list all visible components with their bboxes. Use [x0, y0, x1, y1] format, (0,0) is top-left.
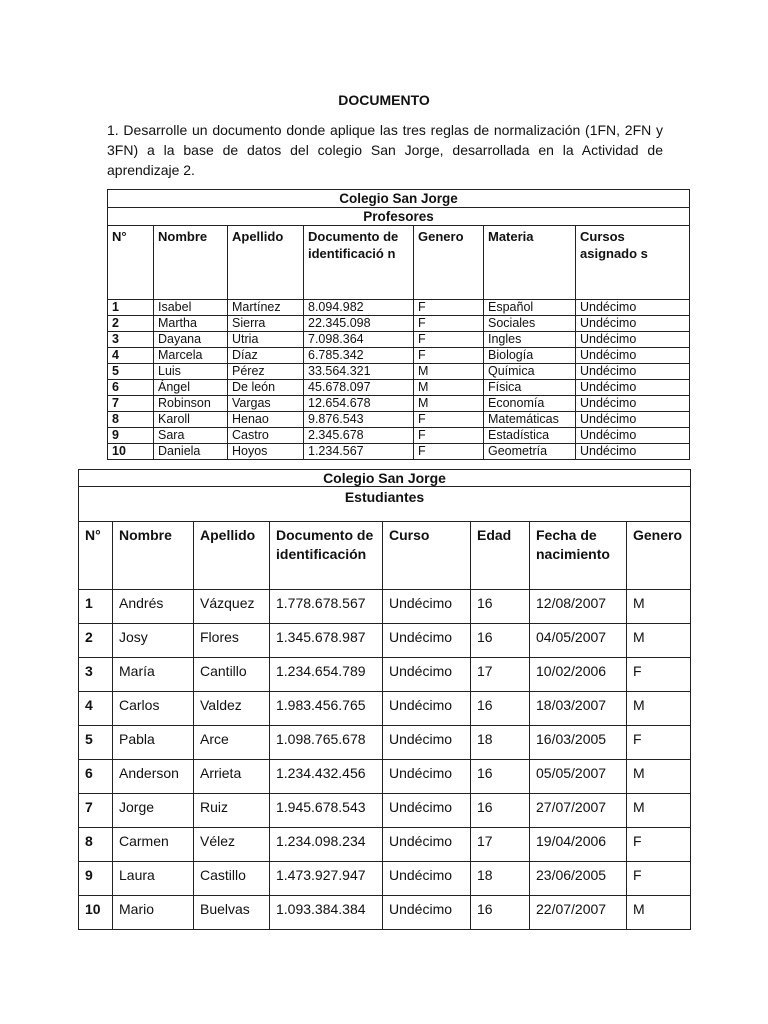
table-cell: Pabla	[113, 726, 194, 760]
table-cell: Arce	[194, 726, 270, 760]
table-cell: Español	[484, 300, 576, 316]
table-cell: Anderson	[113, 760, 194, 794]
table-cell: 1.234.654.789	[270, 658, 383, 692]
table-cell: Cantillo	[194, 658, 270, 692]
table-cell: Ángel	[154, 380, 228, 396]
table-cell: Martha	[154, 316, 228, 332]
table-cell: Undécimo	[576, 444, 690, 460]
table-cell: 27/07/2007	[530, 794, 627, 828]
table-cell: 5	[108, 364, 154, 380]
table-cell: M	[627, 760, 691, 794]
column-header: Genero	[414, 226, 484, 300]
table-cell: 1	[108, 300, 154, 316]
table-cell: 23/06/2005	[530, 862, 627, 896]
table-cell: Karoll	[154, 412, 228, 428]
table-cell: Undécimo	[576, 412, 690, 428]
table-cell: 05/05/2007	[530, 760, 627, 794]
table-cell: Undécimo	[383, 658, 471, 692]
table-cell: M	[414, 380, 484, 396]
table-row	[79, 896, 691, 930]
table-cell: Undécimo	[383, 590, 471, 624]
table-cell: Carlos	[113, 692, 194, 726]
table-cell: F	[414, 316, 484, 332]
table-row	[108, 428, 690, 444]
table-cell: Ruiz	[194, 794, 270, 828]
column-header: Nombre	[154, 226, 228, 300]
table-cell: 7.098.364	[304, 332, 414, 348]
table-cell: 16	[471, 794, 530, 828]
document-title: DOCUMENTO	[338, 92, 430, 108]
table-cell: 45.678.097	[304, 380, 414, 396]
table-cell: M	[627, 692, 691, 726]
students-table	[78, 469, 691, 930]
table-cell: Vargas	[228, 396, 304, 412]
table-cell: 1.234.567	[304, 444, 414, 460]
table-row	[108, 396, 690, 412]
table-cell: 4	[79, 692, 113, 726]
table-cell: 33.564.321	[304, 364, 414, 380]
table-cell: Pérez	[228, 364, 304, 380]
table-cell: Undécimo	[383, 692, 471, 726]
table-cell: Flores	[194, 624, 270, 658]
table-cell: 6.785.342	[304, 348, 414, 364]
table-cell: Andrés	[113, 590, 194, 624]
table-cell: 16	[471, 692, 530, 726]
table-cell: 6	[79, 760, 113, 794]
table-row	[108, 316, 690, 332]
table-cell: 7	[79, 794, 113, 828]
column-header: Fecha de nacimiento	[530, 522, 627, 590]
table-cell: 17	[471, 658, 530, 692]
table-cell: 7	[108, 396, 154, 412]
table-cell: 8.094.982	[304, 300, 414, 316]
column-header: N°	[108, 226, 154, 300]
table-cell: M	[414, 364, 484, 380]
column-header: Materia	[484, 226, 576, 300]
table-cell: 18	[471, 726, 530, 760]
table-cell: Undécimo	[383, 794, 471, 828]
table-row	[79, 658, 691, 692]
professors-school-title: Colegio San Jorge	[108, 190, 690, 208]
table-cell: Díaz	[228, 348, 304, 364]
table-cell: F	[414, 412, 484, 428]
table-cell: Matemáticas	[484, 412, 576, 428]
table-cell: Henao	[228, 412, 304, 428]
table-cell: 3	[79, 658, 113, 692]
table-cell: 04/05/2007	[530, 624, 627, 658]
column-header: Cursos asignado s	[576, 226, 690, 300]
table-cell: 1.098.765.678	[270, 726, 383, 760]
column-header: Documento de identificació n	[304, 226, 414, 300]
table-cell: Undécimo	[576, 300, 690, 316]
table-cell: 2.345.678	[304, 428, 414, 444]
table-row	[108, 300, 690, 316]
table-cell: 16	[471, 590, 530, 624]
table-cell: F	[627, 726, 691, 760]
table-row	[108, 332, 690, 348]
table-cell: Sierra	[228, 316, 304, 332]
table-cell: 16/03/2005	[530, 726, 627, 760]
table-cell: María	[113, 658, 194, 692]
table-cell: 8	[79, 828, 113, 862]
table-cell: Isabel	[154, 300, 228, 316]
table-cell: Vázquez	[194, 590, 270, 624]
table-cell: Daniela	[154, 444, 228, 460]
table-row	[79, 624, 691, 658]
table-cell: Castillo	[194, 862, 270, 896]
table-cell: Undécimo	[576, 332, 690, 348]
table-row	[108, 364, 690, 380]
table-cell: 2	[108, 316, 154, 332]
table-cell: M	[627, 896, 691, 930]
table-row	[108, 348, 690, 364]
table-cell: M	[627, 624, 691, 658]
table-cell: Undécimo	[576, 396, 690, 412]
students-caption: Estudiantes	[79, 487, 691, 522]
table-cell: Josy	[113, 624, 194, 658]
table-cell: Sociales	[484, 316, 576, 332]
table-cell: M	[414, 396, 484, 412]
table-cell: Mario	[113, 896, 194, 930]
table-cell: 1.983.456.765	[270, 692, 383, 726]
professors-table	[107, 189, 690, 460]
table-cell: 16	[471, 624, 530, 658]
table-cell: Martínez	[228, 300, 304, 316]
table-cell: 2	[79, 624, 113, 658]
table-cell: Marcela	[154, 348, 228, 364]
table-cell: F	[414, 348, 484, 364]
table-cell: 1	[79, 590, 113, 624]
table-cell: Undécimo	[576, 428, 690, 444]
table-cell: Buelvas	[194, 896, 270, 930]
table-row	[79, 590, 691, 624]
column-header: Edad	[471, 522, 530, 590]
table-row	[79, 726, 691, 760]
table-cell: Valdez	[194, 692, 270, 726]
table-cell: Castro	[228, 428, 304, 444]
table-cell: Dayana	[154, 332, 228, 348]
table-cell: Laura	[113, 862, 194, 896]
table-cell: Vélez	[194, 828, 270, 862]
table-cell: F	[627, 862, 691, 896]
table-cell: Undécimo	[383, 862, 471, 896]
table-cell: 6	[108, 380, 154, 396]
table-row	[79, 692, 691, 726]
column-header: Curso	[383, 522, 471, 590]
table-cell: 1.778.678.567	[270, 590, 383, 624]
column-header: Nombre	[113, 522, 194, 590]
table-cell: 10/02/2006	[530, 658, 627, 692]
table-cell: 1.473.927.947	[270, 862, 383, 896]
table-cell: Sara	[154, 428, 228, 444]
table-cell: Geometría	[484, 444, 576, 460]
table-cell: 4	[108, 348, 154, 364]
table-cell: 22.345.098	[304, 316, 414, 332]
table-cell: 18	[471, 862, 530, 896]
table-cell: Undécimo	[383, 828, 471, 862]
table-cell: 16	[471, 760, 530, 794]
table-cell: Robinson	[154, 396, 228, 412]
table-cell: 10	[108, 444, 154, 460]
table-row	[108, 412, 690, 428]
table-row	[79, 828, 691, 862]
table-cell: 5	[79, 726, 113, 760]
table-cell: 18/03/2007	[530, 692, 627, 726]
table-cell: 8	[108, 412, 154, 428]
column-header: Apellido	[228, 226, 304, 300]
table-cell: F	[627, 828, 691, 862]
table-cell: Undécimo	[383, 896, 471, 930]
table-cell: Economía	[484, 396, 576, 412]
table-cell: 1.234.432.456	[270, 760, 383, 794]
table-cell: Jorge	[113, 794, 194, 828]
table-cell: F	[414, 428, 484, 444]
column-header: Genero	[627, 522, 691, 590]
professors-caption: Profesores	[108, 208, 690, 226]
column-header: Apellido	[194, 522, 270, 590]
table-cell: F	[414, 444, 484, 460]
table-cell: Undécimo	[576, 364, 690, 380]
table-cell: De león	[228, 380, 304, 396]
table-cell: F	[627, 658, 691, 692]
table-cell: 3	[108, 332, 154, 348]
table-cell: 9	[108, 428, 154, 444]
students-school-title: Colegio San Jorge	[79, 470, 691, 487]
intro-paragraph: 1. Desarrolle un documento donde aplique las tres reglas de normalización (1FN, 2FN y 3FN) a la base de datos del colegio San Jorge, desarrollada en la Actividad de aprendizaje 2.	[107, 122, 663, 178]
table-cell: Estadística	[484, 428, 576, 444]
column-header: N°	[79, 522, 113, 590]
table-row	[79, 760, 691, 794]
table-cell: Ingles	[484, 332, 576, 348]
table-cell: 1.093.384.384	[270, 896, 383, 930]
table-cell: 9.876.543	[304, 412, 414, 428]
table-cell: M	[627, 590, 691, 624]
table-cell: 10	[79, 896, 113, 930]
table-cell: Undécimo	[383, 760, 471, 794]
table-cell: F	[414, 332, 484, 348]
table-cell: Química	[484, 364, 576, 380]
table-cell: Undécimo	[383, 726, 471, 760]
table-cell: Biología	[484, 348, 576, 364]
table-cell: F	[414, 300, 484, 316]
table-cell: 16	[471, 896, 530, 930]
table-row	[79, 862, 691, 896]
table-row	[108, 380, 690, 396]
table-cell: 1.234.098.234	[270, 828, 383, 862]
table-cell: Arrieta	[194, 760, 270, 794]
table-cell: 19/04/2006	[530, 828, 627, 862]
table-cell: 12/08/2007	[530, 590, 627, 624]
table-cell: 22/07/2007	[530, 896, 627, 930]
table-cell: 9	[79, 862, 113, 896]
table-cell: Undécimo	[383, 624, 471, 658]
table-cell: Undécimo	[576, 348, 690, 364]
table-cell: 12.654.678	[304, 396, 414, 412]
table-cell: Utria	[228, 332, 304, 348]
column-header: Documento de identificación	[270, 522, 383, 590]
table-cell: M	[627, 794, 691, 828]
table-cell: Undécimo	[576, 380, 690, 396]
table-cell: Carmen	[113, 828, 194, 862]
table-row	[108, 444, 690, 460]
table-cell: 1.945.678.543	[270, 794, 383, 828]
table-cell: Física	[484, 380, 576, 396]
table-row	[79, 794, 691, 828]
table-cell: Hoyos	[228, 444, 304, 460]
table-cell: Luis	[154, 364, 228, 380]
table-cell: Undécimo	[576, 316, 690, 332]
table-cell: 17	[471, 828, 530, 862]
table-cell: 1.345.678.987	[270, 624, 383, 658]
